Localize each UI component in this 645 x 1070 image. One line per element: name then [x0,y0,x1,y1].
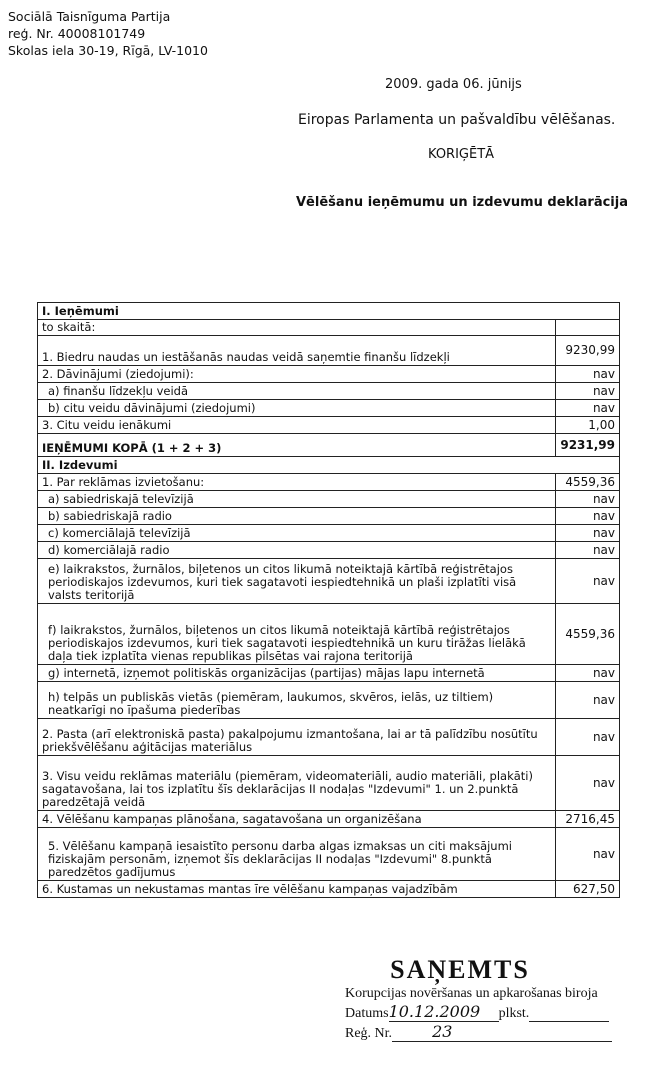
table-row [38,719,620,756]
row-value: 4559,36 [556,604,620,665]
row-value: nav [556,525,620,542]
row-label: e) laikrakstos, žurnālos, biļetenos un citos likumā noteiktajā kārtībā reģistrētajos periodiskajos izdevumos, kuri tiek sagatavoti iespiedtehnikā un plaši izplatīti visā valsts teritorijā [38,559,556,604]
row-label: a) finanšu līdzekļu veidā [38,383,556,400]
table-row [38,508,620,525]
row-label: 2. Dāvinājumi (ziedojumi): [38,366,556,383]
stamp-title: SAŅEMTS [390,955,530,984]
row-label: 5. Vēlēšanu kampaņā iesaistīto personu darba algas izmaksas un citi maksājumi fiziskajām personām, izņemot šīs deklarācijas II nodaļas "Izdevumi" 8.punktā paredzētos gadījumus [38,828,556,881]
row-value: nav [556,665,620,682]
row-label: IEŅĒMUMI KOPĀ (1 + 2 + 3) [38,434,556,457]
row-label: 1. Par reklāmas izvietošanu: [38,474,556,491]
table-row [38,828,620,881]
row-label: 6. Kustamas un nekustamas mantas īre vēlēšanu kampaņas vajadzībām [38,881,556,898]
table-row [38,434,620,457]
row-label: h) telpās un publiskās vietās (piemēram, laukumos, skvēros, ielās, uz tiltiem) neatkarīgi no īpašuma piederības [38,682,556,719]
row-label: a) sabiedriskajā televīzijā [38,491,556,508]
stamp-office: Korupcijas novēršanas un apkarošanas biroja [345,986,598,1001]
declaration-table [37,302,620,898]
table-row [38,559,620,604]
row-value: nav [556,719,620,756]
table-row [38,665,620,682]
row-label: g) internetā, izņemot politiskās organizācijas (partijas) mājas lapu internetā [38,665,556,682]
org-name: Sociālā Taisnīguma Partija [8,9,171,24]
table-row [38,303,620,320]
stamp-date-label: Datums [345,1006,389,1021]
document-date: 2009. gada 06. jūnijs [385,77,522,92]
row-value: nav [556,828,620,881]
table-row [38,756,620,811]
received-stamp [345,955,645,1043]
row-label: c) komerciālajā televīzijā [38,525,556,542]
table-row [38,400,620,417]
election-name: Eiropas Parlamenta un pašvaldību vēlēšanas. [298,112,616,128]
row-label: I. Ieņēmumi [38,303,620,320]
row-value: 627,50 [556,881,620,898]
table-row [38,542,620,559]
row-value: 4559,36 [556,474,620,491]
row-label: f) laikrakstos, žurnālos, biļetenos un citos likumā noteiktajā kārtībā reģistrētajos periodiskajos izdevumos, kuri tiek sagatavoti iespiedtehnikā un kuru tirāžas lielākā daļa tiek izplatīta vienas republikas pilsētas vai rajona teritorijā [38,604,556,665]
table-row [38,336,620,366]
row-value: nav [556,542,620,559]
table-row [38,682,620,719]
row-value: nav [556,366,620,383]
row-value: 9231,99 [556,434,620,457]
org-address: Skolas iela 30-19, Rīgā, LV-1010 [8,43,208,58]
table-row [38,457,620,474]
row-value: nav [556,756,620,811]
table-row [38,491,620,508]
table-row [38,811,620,828]
row-label: II. Izdevumi [38,457,620,474]
row-value: nav [556,383,620,400]
row-value: nav [556,682,620,719]
table-row [38,881,620,898]
organization-header [8,8,208,59]
row-label: b) citu veidu dāvinājumi (ziedojumi) [38,400,556,417]
row-label: 2. Pasta (arī elektroniskā pasta) pakalpojumu izmantošana, lai ar tā palīdzību nosūtītu priekšvēlēšanu aģitācijas materiālus [38,719,556,756]
row-value: nav [556,491,620,508]
table-row [38,320,620,336]
stamp-time-label: plkst. [498,1006,530,1021]
row-value: 1,00 [556,417,620,434]
stamp-reg-label: Reģ. Nr. [345,1026,393,1041]
document-title: Vēlēšanu ieņēmumu un izdevumu deklarācija [296,195,628,210]
row-label: b) sabiedriskajā radio [38,508,556,525]
row-value: 9230,99 [556,336,620,366]
table-row [38,474,620,491]
table-row [38,383,620,400]
row-value: nav [556,508,620,525]
reg-number: reģ. Nr. 40008101749 [8,26,146,41]
row-label: d) komerciālajā radio [38,542,556,559]
table-row [38,366,620,383]
table-row [38,417,620,434]
stamp-date-value: 10.12.2009 [389,1003,499,1022]
row-value: nav [556,400,620,417]
row-label: 1. Biedru naudas un iestāšanās naudas veidā saņemtie finanšu līdzekļi [38,336,556,366]
row-label: 4. Vēlēšanu kampaņas plānošana, sagatavošana un organizēšana [38,811,556,828]
table-row [38,604,620,665]
row-label: 3. Visu veidu reklāmas materiālu (piemēram, videomateriāli, audio materiāli, plakāti) sagatavošana, lai tos izplatītu šīs deklarācijas II nodaļas "Izdevumi" 1. un 2.punktā paredzētajā veidā [38,756,556,811]
row-value [556,320,620,336]
row-label: to skaitā: [38,320,556,336]
row-value: nav [556,559,620,604]
table-row [38,525,620,542]
row-value: 2716,45 [556,811,620,828]
corrected-label: KORIĢĒTĀ [428,147,495,162]
stamp-reg-value: 23 [392,1023,612,1042]
row-label: 3. Citu veidu ienākumi [38,417,556,434]
